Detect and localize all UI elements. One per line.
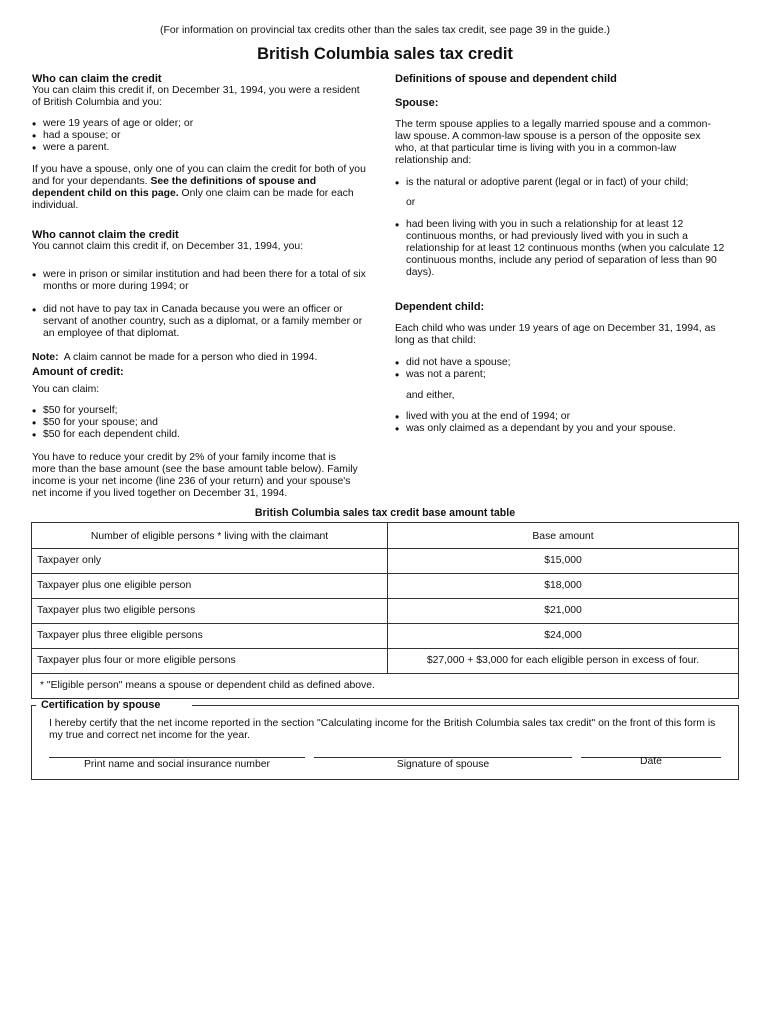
table-header-row	[32, 523, 738, 548]
definitions-section	[395, 73, 735, 435]
name-sin-field[interactable]	[49, 757, 305, 758]
signature-field[interactable]	[314, 757, 572, 758]
definitions-heading: Definitions of spouse and dependent child	[395, 73, 617, 85]
base-amount-table	[31, 522, 739, 699]
table-row	[32, 623, 738, 648]
paragraph-text: Only one claim can be made for each individual.	[32, 188, 354, 211]
spouse-definition: The term spouse applies to a legally married spouse and a common-law spouse. A common-law spouse is a person of the opposite sex who, at that particular time is living with you in a common-law relationship and:	[395, 119, 711, 166]
dependent-conditions-a	[395, 357, 735, 381]
top-note: (For information on provincial tax credits other than the sales tax credit, see page 39 in the guide.)	[160, 25, 610, 36]
list-item: • $50 for your spouse; and	[32, 417, 367, 429]
list-item: • had been living with you in such a relationship for at least 12 continuous months, or had previously lived with you in such a relationship for at least 12 continuous months (when you calculate 12 continuous months, include any period of separation of less than 90 days).	[395, 219, 726, 279]
who-cannot-claim-section	[32, 229, 367, 364]
list-item: • did not have a spouse;	[395, 357, 735, 369]
name-sin-label: Print name and social insurance number	[84, 759, 270, 770]
table-footnote: * "Eligible person" means a spouse or dependent child as defined above.	[32, 673, 738, 698]
who-cannot-claim-intro: You cannot claim this credit if, on December 31, 1994, you:	[32, 241, 304, 252]
row-amount: $24,000	[544, 630, 582, 641]
table-row	[32, 548, 738, 573]
spouse-conditions-a	[395, 177, 735, 189]
list-item: • had a spouse; or	[32, 130, 367, 142]
either-text: and either,	[406, 390, 455, 401]
reduce-credit-paragraph: You have to reduce your credit by 2% of your family income that is more than the base amount (see the base amount table below). Family income is your net income (line 236 of your return) and your spouse's net income if you lived together on December 31, 1994.	[32, 452, 358, 499]
spouse-conditions-b	[395, 219, 735, 279]
or-text: or	[406, 197, 416, 208]
definitions-reference: See the definitions of spouse and dependent child on this page.	[32, 176, 317, 199]
who-can-claim-list	[32, 118, 367, 154]
spouse-label: Spouse:	[395, 97, 439, 109]
spouse-claim-paragraph	[32, 164, 367, 212]
row-label: Taxpayer only	[32, 549, 388, 573]
certification-box	[31, 699, 739, 780]
base-table-title: British Columbia sales tax credit base amount table	[254, 507, 516, 519]
who-cannot-claim-heading: Who cannot claim the credit	[32, 229, 179, 241]
table-row	[32, 598, 738, 623]
row-amount: $21,000	[544, 605, 582, 616]
list-item: • is the natural or adoptive parent (legal or in fact) of your child;	[395, 177, 735, 189]
dependent-child-definition: Each child who was under 19 years of age on December 31, 1994, as long as that child:	[395, 323, 716, 346]
row-label: Taxpayer plus one eligible person	[32, 574, 388, 598]
box-border	[192, 705, 739, 706]
box-border	[31, 705, 36, 706]
dependent-conditions-b	[395, 411, 735, 435]
note	[32, 352, 367, 364]
header-base-amount: Base amount	[532, 531, 594, 542]
who-can-claim-intro: You can claim this credit if, on December 31, 1994, you were a resident of British Columbia and you:	[32, 85, 360, 108]
list-item: • $50 for yourself;	[32, 405, 367, 417]
amount-list	[32, 405, 367, 441]
amount-of-credit-section	[32, 366, 367, 500]
table-row	[32, 573, 738, 598]
list-item: • did not have to pay tax in Canada because you were an officer or servant of another country, such as a diplomat, or a family member or an employee of that diplomat.	[32, 304, 367, 340]
row-amount: $27,000 + $3,000 for each eligible person in excess of four.	[426, 655, 700, 666]
table-row	[32, 648, 738, 673]
list-item: • $50 for each dependent child.	[32, 429, 367, 441]
date-label: Date	[640, 756, 662, 767]
certification-text: I hereby certify that the net income reported in the section "Calculating income for the British Columbia sales tax credit" on the front of this form is my true and correct net income for the year.	[49, 718, 716, 741]
row-label: Taxpayer plus four or more eligible persons	[32, 649, 388, 673]
list-item: • were 19 years of age or older; or	[32, 118, 367, 130]
note-label: Note:	[32, 352, 59, 363]
who-can-claim-heading: Who can claim the credit	[32, 73, 162, 85]
signature-label: Signature of spouse	[396, 759, 490, 770]
who-cannot-claim-list	[32, 269, 367, 340]
paragraph-text: If you have a spouse, only one of you can claim the credit for both of you and for your dependants.	[32, 164, 366, 187]
header-eligible-persons: Number of eligible persons * living with the claimant	[32, 523, 388, 548]
dependent-child-label: Dependent child:	[395, 301, 485, 313]
who-can-claim-section	[32, 73, 367, 212]
certification-legend: Certification by spouse	[38, 699, 163, 711]
row-amount: $18,000	[544, 580, 582, 591]
row-amount: $15,000	[544, 555, 582, 566]
amount-intro: You can claim:	[32, 384, 100, 395]
list-item: • were in prison or similar institution and had been there for a total of six months or more during 1994; or	[32, 269, 367, 293]
list-item: • was not a parent;	[395, 369, 735, 381]
list-item: • were a parent.	[32, 142, 367, 154]
list-item: • lived with you at the end of 1994; or	[395, 411, 735, 423]
page-title: British Columbia sales tax credit	[257, 45, 513, 63]
amount-of-credit-heading: Amount of credit:	[32, 366, 124, 378]
row-label: Taxpayer plus two eligible persons	[32, 599, 388, 623]
list-item: • was only claimed as a dependant by you and your spouse.	[395, 423, 735, 435]
row-label: Taxpayer plus three eligible persons	[32, 624, 388, 648]
note-text: A claim cannot be made for a person who died in 1994.	[63, 352, 318, 363]
